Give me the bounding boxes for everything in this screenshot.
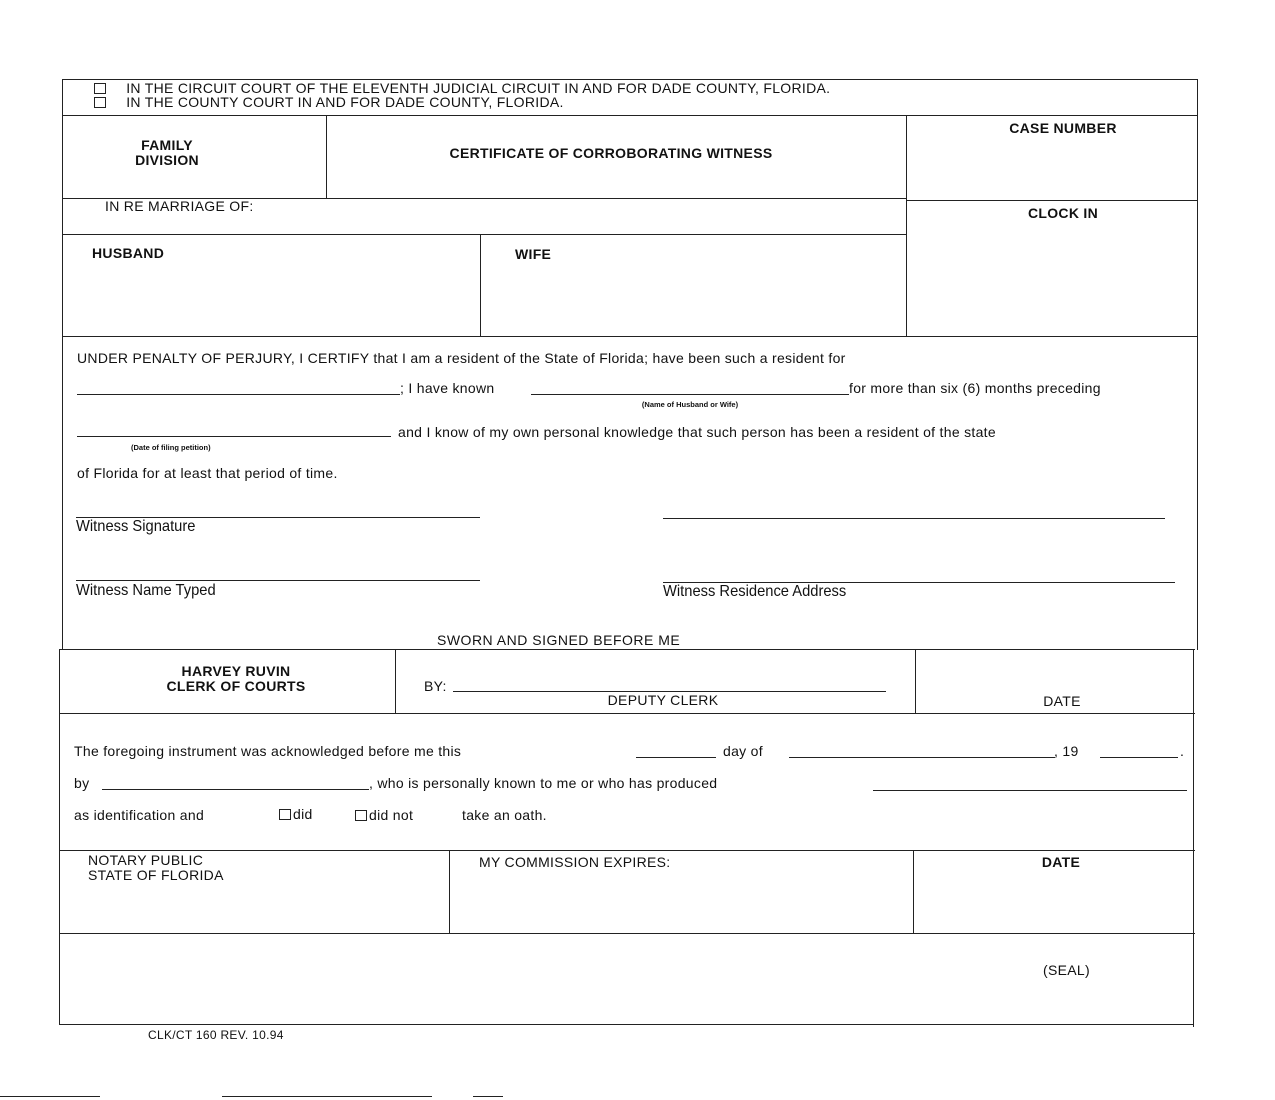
acknowledgment-line-2: , who is personally known to me or who has produced bbox=[369, 775, 718, 791]
ack-day-of-label: day of bbox=[723, 743, 763, 759]
wife-field[interactable] bbox=[490, 265, 895, 330]
husband-field[interactable] bbox=[70, 265, 470, 330]
notary-public-label: NOTARY PUBLIC bbox=[88, 852, 204, 868]
take-oath-label: take an oath. bbox=[462, 807, 547, 823]
commission-expires-label: MY COMMISSION EXPIRES: bbox=[479, 854, 671, 870]
frame-bottom-border bbox=[59, 1024, 1194, 1025]
date-caption: (Date of filing petition) bbox=[131, 443, 211, 452]
ack-by-label: by bbox=[74, 775, 90, 791]
clerk-title: CLERK OF COURTS bbox=[166, 678, 306, 694]
seal-label: (SEAL) bbox=[1043, 962, 1090, 978]
divider bbox=[59, 649, 1195, 650]
checkbox-icon[interactable] bbox=[355, 810, 367, 821]
known-person-field[interactable] bbox=[531, 394, 849, 395]
residence-duration-field[interactable] bbox=[77, 394, 400, 395]
divider bbox=[449, 850, 450, 933]
court-option-label: IN THE CIRCUIT COURT OF THE ELEVENTH JUDICIAL CIRCUIT IN AND FOR DADE COUNTY, FLORIDA. bbox=[126, 80, 831, 96]
ack-year-prefix: , 19 bbox=[1054, 743, 1079, 759]
form-title: CERTIFICATE OF CORROBORATING WITNESS bbox=[449, 145, 773, 161]
sworn-date-label: DATE bbox=[1043, 693, 1081, 709]
ack-identification-field[interactable] bbox=[873, 790, 1187, 791]
ack-period: . bbox=[1180, 743, 1185, 759]
certification-line-4: of Florida for at least that period of time. bbox=[77, 465, 338, 481]
acknowledgment-line-1: The foregoing instrument was acknowledged before me this bbox=[74, 743, 462, 759]
commission-expires-field[interactable] bbox=[460, 872, 905, 927]
notary-state-label: STATE OF FLORIDA bbox=[88, 867, 224, 883]
divider bbox=[59, 850, 1195, 851]
certification-line-1: UNDER PENALTY OF PERJURY, I CERTIFY that I am a resident of the State of Florida; have been such a resident for bbox=[77, 350, 846, 366]
ack-year-field[interactable] bbox=[1100, 757, 1178, 758]
court-option-label: IN THE COUNTY COURT IN AND FOR DADE COUNTY, FLORIDA. bbox=[126, 94, 564, 110]
witness-residence-address-label: Witness Residence Address bbox=[663, 583, 847, 600]
divider bbox=[906, 200, 1198, 201]
divider bbox=[62, 115, 1198, 116]
oath-did-option[interactable] bbox=[279, 806, 313, 822]
wife-label: WIFE bbox=[515, 246, 552, 262]
husband-label: HUSBAND bbox=[92, 245, 165, 261]
court-option-county[interactable] bbox=[94, 94, 564, 110]
deputy-clerk-label: DEPUTY CLERK bbox=[607, 692, 719, 708]
sworn-heading: SWORN AND SIGNED BEFORE ME bbox=[437, 632, 681, 648]
clerk-block bbox=[59, 664, 413, 694]
case-number-label: CASE NUMBER bbox=[1009, 120, 1117, 136]
witness-signature-label: Witness Signature bbox=[76, 518, 196, 535]
division-label bbox=[62, 138, 272, 168]
notary-date-label: DATE bbox=[1041, 854, 1081, 870]
frame-right-border bbox=[1197, 79, 1198, 650]
oath-did-label: did bbox=[293, 806, 313, 822]
notary-block bbox=[88, 853, 224, 883]
notary-signature-field[interactable] bbox=[70, 885, 440, 927]
checkbox-icon[interactable] bbox=[94, 83, 106, 94]
checkbox-icon[interactable] bbox=[94, 97, 106, 108]
oath-did-not-option[interactable] bbox=[355, 807, 413, 823]
divider bbox=[62, 234, 907, 235]
clock-in-label: CLOCK IN bbox=[1027, 205, 1099, 221]
witness-address-line-1-field[interactable] bbox=[663, 518, 1165, 519]
ack-day-field[interactable] bbox=[636, 757, 716, 758]
certification-have-known: ; I have known bbox=[400, 380, 495, 396]
divider bbox=[62, 336, 1198, 337]
certification-line-3: and I know of my own personal knowledge that such person has been a resident of the state bbox=[398, 424, 996, 440]
certification-line-2-end: for more than six (6) months preceding bbox=[849, 380, 1101, 396]
sworn-date-field[interactable] bbox=[920, 655, 1188, 690]
ack-person-field[interactable] bbox=[102, 789, 369, 790]
frame-left-border-lower bbox=[59, 649, 60, 1024]
divider bbox=[59, 933, 1195, 934]
divider bbox=[59, 713, 1195, 714]
in-re-label: IN RE MARRIAGE OF: bbox=[105, 198, 254, 214]
name-caption: (Name of Husband or Wife) bbox=[641, 400, 739, 409]
divider bbox=[906, 115, 907, 337]
clock-in-field[interactable] bbox=[912, 225, 1192, 330]
form-id: CLK/CT 160 REV. 10.94 bbox=[148, 1028, 284, 1042]
ack-month-field[interactable] bbox=[789, 757, 1055, 758]
oath-did-not-label: did not bbox=[369, 807, 414, 823]
clerk-name: HARVEY RUVIN bbox=[181, 663, 291, 679]
scan-artifact-line bbox=[473, 1096, 503, 1097]
scan-artifact-line bbox=[0, 1096, 100, 1097]
witness-name-typed-field[interactable] bbox=[76, 580, 480, 581]
filing-date-field[interactable] bbox=[77, 436, 391, 437]
case-number-field[interactable] bbox=[912, 140, 1192, 195]
witness-name-typed-label: Witness Name Typed bbox=[76, 582, 216, 599]
divider bbox=[480, 234, 481, 336]
division-line-1: FAMILY bbox=[141, 137, 193, 153]
acknowledgment-line-3: as identification and bbox=[74, 807, 205, 823]
checkbox-icon[interactable] bbox=[279, 809, 291, 820]
by-label: BY: bbox=[424, 678, 447, 694]
notary-date-field[interactable] bbox=[920, 872, 1185, 927]
scan-artifact-line bbox=[222, 1096, 432, 1097]
division-line-2: DIVISION bbox=[135, 152, 199, 168]
